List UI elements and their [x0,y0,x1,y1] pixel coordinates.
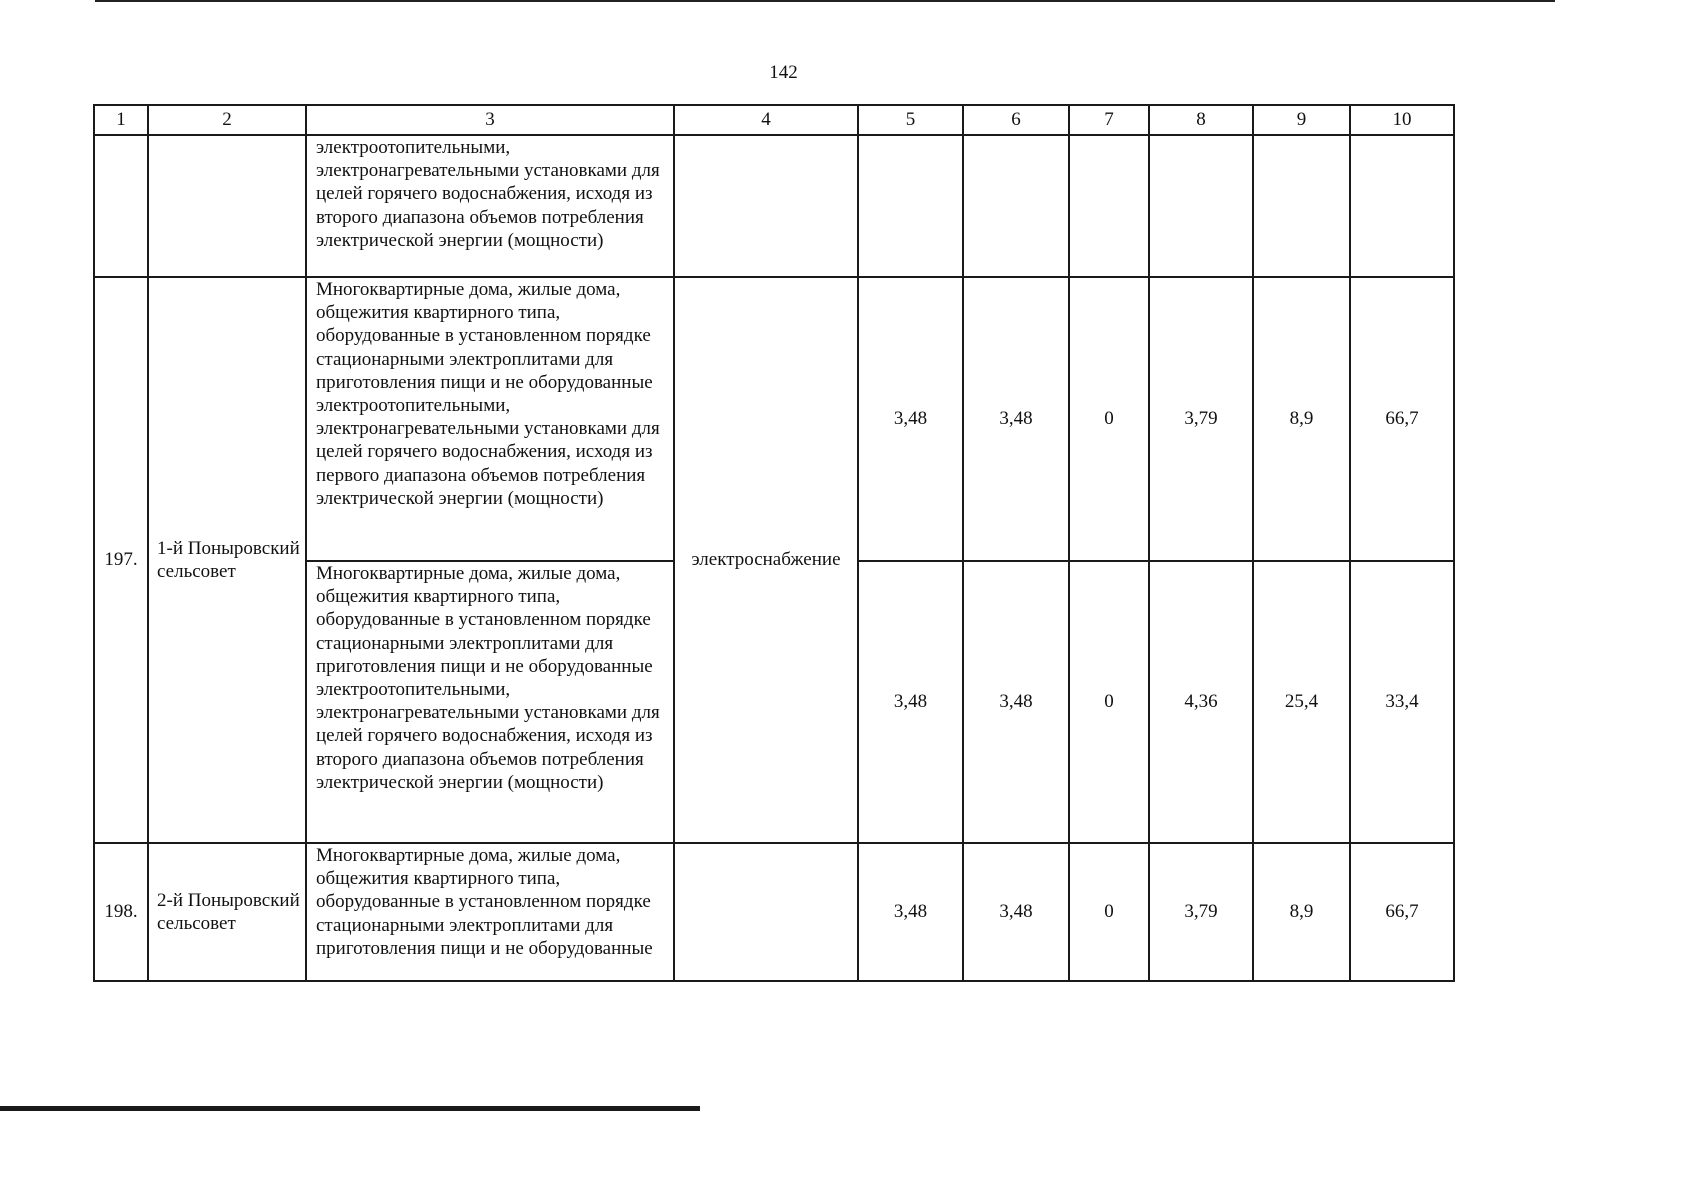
value-col6: 3,48 [963,277,1069,561]
empty-cell [1069,135,1149,277]
value-col8: 3,79 [1149,277,1253,561]
empty-cell [94,135,148,277]
value-col9: 8,9 [1253,843,1350,981]
value-col7: 0 [1069,561,1149,843]
value-col10: 33,4 [1350,561,1454,843]
value-col5: 3,48 [858,843,963,981]
header-cell: 1 [94,105,148,135]
empty-cell [1149,135,1253,277]
empty-cell [1253,135,1350,277]
empty-cell [1350,135,1454,277]
header-cell: 7 [1069,105,1149,135]
table-row-198 [94,843,1454,981]
empty-cell [674,843,858,981]
value-col8: 4,36 [1149,561,1253,843]
header-cell: 8 [1149,105,1253,135]
value-col5: 3,48 [858,561,963,843]
description-cell: Многоквартирные дома, жилые дома, общежития квартирного типа, оборудованные в установленном порядке стационарными электроплитами для приготовления пищи и не оборудованные [306,843,674,981]
header-row [94,105,1454,135]
empty-cell [674,135,858,277]
value-col6: 3,48 [963,843,1069,981]
scan-top-edge [95,0,1555,2]
header-cell: 2 [148,105,306,135]
value-col9: 8,9 [1253,277,1350,561]
header-cell: 4 [674,105,858,135]
value-col7: 0 [1069,277,1149,561]
description-cell: Многоквартирные дома, жилые дома, общежития квартирного типа, оборудованные в установленном порядке стационарными электроплитами для приготовления пищи и не оборудованные электроотопительными, электронагревательными установками для целей горячего водоснабжения, исходя из первого диапазона объемов потребления электрической энергии (мощности) [306,277,674,561]
header-cell: 9 [1253,105,1350,135]
table-row-197-a [94,277,1454,561]
description-cell: Многоквартирные дома, жилые дома, общежития квартирного типа, оборудованные в установленном порядке стационарными электроплитами для приготовления пищи и не оборудованные электроотопительными, электронагревательными установками для целей горячего водоснабжения, исходя из второго диапазона объемов потребления электрической энергии (мощности) [306,561,674,843]
value-col10: 66,7 [1350,843,1454,981]
service-cell: электроснабжение [674,277,858,843]
value-col6: 3,48 [963,561,1069,843]
value-col5: 3,48 [858,277,963,561]
header-cell: 5 [858,105,963,135]
scan-bottom-edge [0,1106,700,1111]
header-cell: 3 [306,105,674,135]
page-number: 142 [769,62,798,83]
header-cell: 10 [1350,105,1454,135]
header-cell: 6 [963,105,1069,135]
description-cell: электроотопительными, электронагревательными установками для целей горячего водоснабжения, исходя из второго диапазона объемов потребления электрической энергии (мощности) [306,135,674,277]
tariff-table [93,104,1455,982]
settlement-name: 2-й Поныровский сельсовет [148,843,306,981]
value-col7: 0 [1069,843,1149,981]
row-number: 198. [94,843,148,981]
empty-cell [148,135,306,277]
continuation-row [94,135,1454,277]
value-col10: 66,7 [1350,277,1454,561]
row-number: 197. [94,277,148,843]
empty-cell [858,135,963,277]
settlement-name: 1-й Поныровский сельсовет [148,277,306,843]
value-col8: 3,79 [1149,843,1253,981]
value-col9: 25,4 [1253,561,1350,843]
empty-cell [963,135,1069,277]
